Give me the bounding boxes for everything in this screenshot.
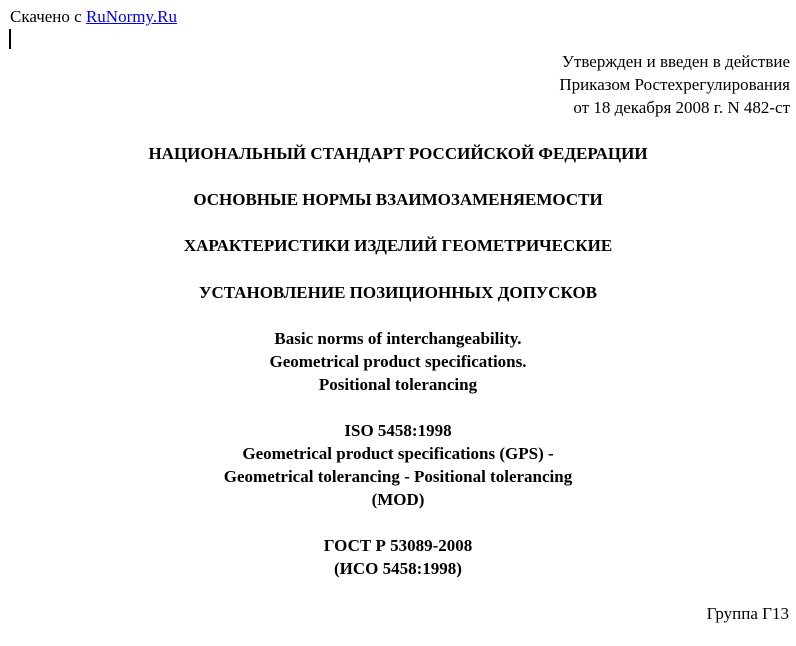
- approval-line-1: Утвержден и введен в действие: [561, 52, 790, 71]
- iso-block: [0, 419, 796, 511]
- english-title-block: [0, 327, 796, 396]
- english-title-line-3: Positional tolerancing: [318, 375, 478, 394]
- heading-4: УСТАНОВЛЕНИЕ ПОЗИЦИОННЫХ ДОПУСКОВ: [198, 283, 598, 302]
- heading-1: НАЦИОНАЛЬНЫЙ СТАНДАРТ РОССИЙСКОЙ ФЕДЕРАЦИИ: [148, 144, 648, 163]
- group-label: Группа Г13: [706, 604, 789, 623]
- english-title-line-1: Basic norms of interchangeability.: [274, 329, 522, 348]
- iso-code: ISO 5458:1998: [344, 421, 452, 440]
- runormy-link[interactable]: RuNormy.Ru: [85, 7, 177, 26]
- download-prefix: Скачено с: [10, 7, 82, 26]
- approval-line-3: от 18 декабря 2008 г. N 482-ст: [573, 98, 790, 117]
- heading-national-standard: [0, 142, 796, 165]
- heading-2: ОСНОВНЫЕ НОРМЫ ВЗАИМОЗАМЕНЯЕМОСТИ: [193, 190, 603, 209]
- text-cursor: [9, 29, 11, 49]
- approval-block: [559, 50, 790, 119]
- download-source-line: [10, 5, 177, 28]
- iso-line-1: Geometrical product specifications (GPS) -: [242, 444, 554, 463]
- approval-line-2: Приказом Ростехрегулирования: [559, 75, 790, 94]
- gost-iso-ref: (ИСО 5458:1998): [334, 559, 462, 578]
- heading-positional-tolerances: [0, 281, 796, 304]
- gost-block: [0, 534, 796, 580]
- iso-line-3: (MOD): [371, 490, 425, 509]
- heading-product-characteristics: [0, 234, 796, 257]
- heading-basic-norms: [0, 188, 796, 211]
- heading-3: ХАРАКТЕРИСТИКИ ИЗДЕЛИЙ ГЕОМЕТРИЧЕСКИЕ: [183, 236, 613, 255]
- english-title-line-2: Geometrical product specifications.: [269, 352, 527, 371]
- iso-line-2: Geometrical tolerancing - Positional tolerancing: [223, 467, 573, 486]
- gost-code: ГОСТ Р 53089-2008: [323, 536, 473, 555]
